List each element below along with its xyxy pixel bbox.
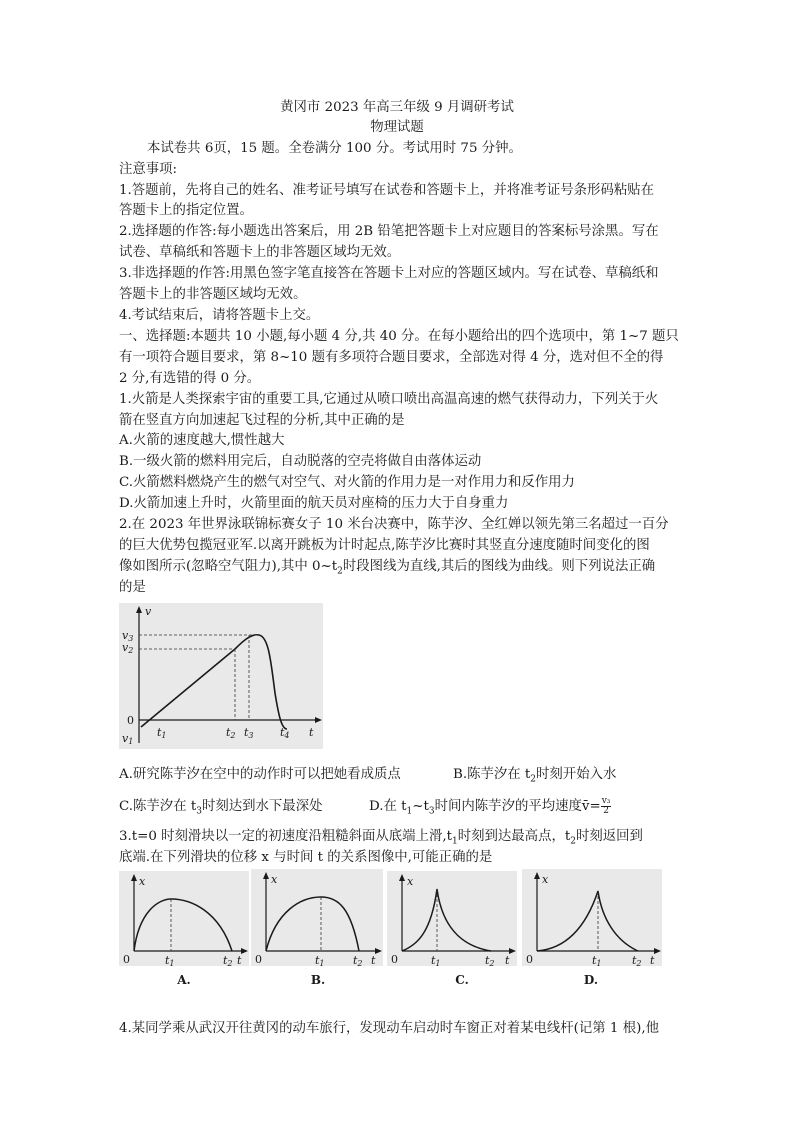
q3-graph-c <box>387 871 517 966</box>
v2-label: v2 <box>122 641 134 655</box>
graph-d-x-label: x <box>542 873 549 886</box>
q2-stem-line-2: 的巨大优势包揽冠亚军.以离开跳板为计时起点,陈芋汐比赛时其竖直分速度随时间变化的图 <box>119 538 650 553</box>
note-2-line-1: 2.选择题的作答:每小题选出答案后，用 2B 铅笔把答题卡上对应题目的答案标号涂黑。写在 <box>119 224 659 239</box>
x-axis-arrow-icon <box>131 874 137 881</box>
graph-b-t2-label: t2 <box>353 954 363 966</box>
graph-c-caption: C. <box>455 973 469 987</box>
graph-a-origin: 0 <box>123 953 130 966</box>
q1-option-a: A.火箭的速度越大,惯性越大 <box>119 433 285 448</box>
q3-graph-d <box>522 869 662 966</box>
t3-label: t3 <box>244 726 254 740</box>
exam-title: 黄冈市 2023 年高三年级 9 月调研考试 <box>280 100 514 115</box>
note-4: 4.考试结束后，请将答题卡上交。 <box>119 308 320 323</box>
q3-stem-line-2: 底端.在下列滑块的位移 x 与时间 t 的关系图像中,可能正确的是 <box>119 850 493 865</box>
graph-d-t2-label: t2 <box>632 954 642 966</box>
q3-graph-b <box>251 869 383 966</box>
section-1-line-2: 有一项符合题目要求，第 8~10 题有多项符合题目要求，全部选对得 4 分，选对但不全的得 <box>119 350 664 365</box>
v-axis-label: v <box>145 605 152 618</box>
d-fraction: $\frac{\text{v₃}}{2}$ <box>601 796 611 816</box>
q1-stem-line-2: 箭在竖直方向加速起飞过程的分析,其中正确的是 <box>119 413 405 428</box>
t1-label: t1 <box>157 726 167 740</box>
graph-d-t1-label: t1 <box>592 954 602 966</box>
graph-a-t2-label: t2 <box>223 954 233 966</box>
vt-curve-segment <box>235 635 287 729</box>
q2-stem-line-1: 2.在 2023 年世界泳联锦标赛女子 10 米台决赛中，陈芋汐、全红婵以领先第三名超过一百分 <box>119 517 669 532</box>
graph-a-t1-label: t1 <box>165 954 175 966</box>
note-1-line-2: 答题卡上的指定位置。 <box>119 203 253 218</box>
t-axis-arrow-icon <box>315 717 322 723</box>
graph-a-x-label: x <box>139 875 146 888</box>
section-1-line-1: 一、选择题:本题共 10 小题,每小题 4 分,共 40 分。在每小题给出的四个选项中，第 1~7 题只 <box>119 329 679 344</box>
v3-label: v3 <box>122 629 134 643</box>
graph-b-t-label: t <box>371 954 376 966</box>
q2-option-a: A.研究陈芋汐在空中的动作时可以把她看成质点 <box>119 767 401 782</box>
graph-d-caption: D. <box>583 973 599 987</box>
t-axis-label: t <box>309 726 314 739</box>
section-1-line-3: 2 分,有选错的得 0 分。 <box>119 371 261 386</box>
q2-stem-line-4: 的是 <box>119 580 146 595</box>
graph-d-origin: 0 <box>526 953 533 966</box>
graph-b-x-label: x <box>271 873 278 886</box>
exam-subtitle: 物理试题 <box>370 120 424 135</box>
graph-b-t1-label: t1 <box>315 954 325 966</box>
origin-label: 0 <box>127 714 134 727</box>
q2-option-b: B.陈芋汐在 $t_2$时刻开始入水 <box>453 767 617 785</box>
t-axis-arrow-icon <box>509 948 516 954</box>
q2-vt-figure <box>119 603 323 749</box>
notes-heading: 注意事项: <box>119 162 178 177</box>
note-2-line-2: 试卷、草稿纸和答题卡上的非答题区域均无效。 <box>119 245 401 260</box>
q3-graph-a <box>119 871 249 966</box>
graph-d-curve <box>537 891 638 951</box>
graph-c-t-label: t <box>505 954 510 966</box>
q2-stem-line-3: 像如图所示(忽略空气阻力),其中 $0\sim t_2$时段图线为直线,其后的图线为曲线。则下列说法正确 <box>119 559 656 577</box>
note-3-line-1: 3.非选择题的作答:用黑色签字笔直接答在答题卡上对应的答题区域内。写在试卷、草稿纸和 <box>119 266 659 281</box>
graph-a-caption: A. <box>177 973 191 987</box>
graph-b-curve <box>266 897 359 951</box>
graph-c-curve <box>402 889 491 951</box>
graph-d-t-label: t <box>650 954 655 966</box>
graph-b-caption: B. <box>310 973 326 987</box>
graph-c-x-label: x <box>407 875 414 888</box>
t-axis-arrow-icon <box>241 948 248 954</box>
graph-c-t2-label: t2 <box>485 954 495 966</box>
graph-c-origin: 0 <box>391 953 398 966</box>
exam-intro: 本试卷共 6页，15 题。全卷满分 100 分。考试用时 75 分钟。 <box>147 141 522 156</box>
x-axis-arrow-icon <box>263 872 269 879</box>
q3-stem-line-1: 3.t=0 时刻滑块以一定的初速度沿粗糙斜面从底端上滑$,t_1$时刻到达最高点，$t_2$时刻返回到 <box>119 829 643 847</box>
q1-option-c: C.火箭燃料燃烧产生的燃气对空气、对火箭的作用力是一对作用力和反作用力 <box>119 475 575 490</box>
graph-a-curve <box>134 899 232 951</box>
v1-label: v1 <box>122 732 134 746</box>
graph-a-t-label: t <box>237 954 242 966</box>
graph-c-t1-label: t1 <box>431 954 441 966</box>
note-1-line-1: 1.答题前，先将自己的姓名、准考证号填写在试卷和答题卡上，并将准考证号条形码粘贴在 <box>119 183 655 198</box>
t2-label: t2 <box>226 726 236 740</box>
q1-option-d: D.火箭加速上升时，火箭里面的航天员对座椅的压力大于自身重力 <box>119 496 509 511</box>
t4-label: t4 <box>280 726 290 740</box>
note-3-line-2: 答题卡上的非答题区域均无效。 <box>119 287 307 302</box>
x-axis-arrow-icon <box>534 872 540 879</box>
q4-stem-line-1: 4.某同学乘从武汉开往黄冈的动车旅行，发现动车启动时车窗正对着某电线杆(记第 1 根),他 <box>119 1021 659 1036</box>
graph-b-origin: 0 <box>255 953 262 966</box>
v-axis-arrow-icon <box>136 606 142 613</box>
vt-straight-segment <box>141 649 235 727</box>
q2-option-c: C.陈芋汐在 $t_3$时刻达到水下最深处 <box>119 799 323 817</box>
q2-option-d: D.在 $t_1\sim t_3$时间内陈芋汐的平均速度v̄= $\frac{\text{v₃}}{2}$ <box>369 796 611 817</box>
t-axis-arrow-icon <box>375 948 382 954</box>
q1-stem-line-1: 1.火箭是人类探索宇宙的重要工具,它通过从喷口喷出高温高速的燃气获得动力，下列关于火 <box>119 392 659 407</box>
x-axis-arrow-icon <box>399 874 405 881</box>
q1-option-b: B.一级火箭的燃料用完后，自动脱落的空壳将做自由落体运动 <box>119 454 482 469</box>
t-axis-arrow-icon <box>654 948 661 954</box>
